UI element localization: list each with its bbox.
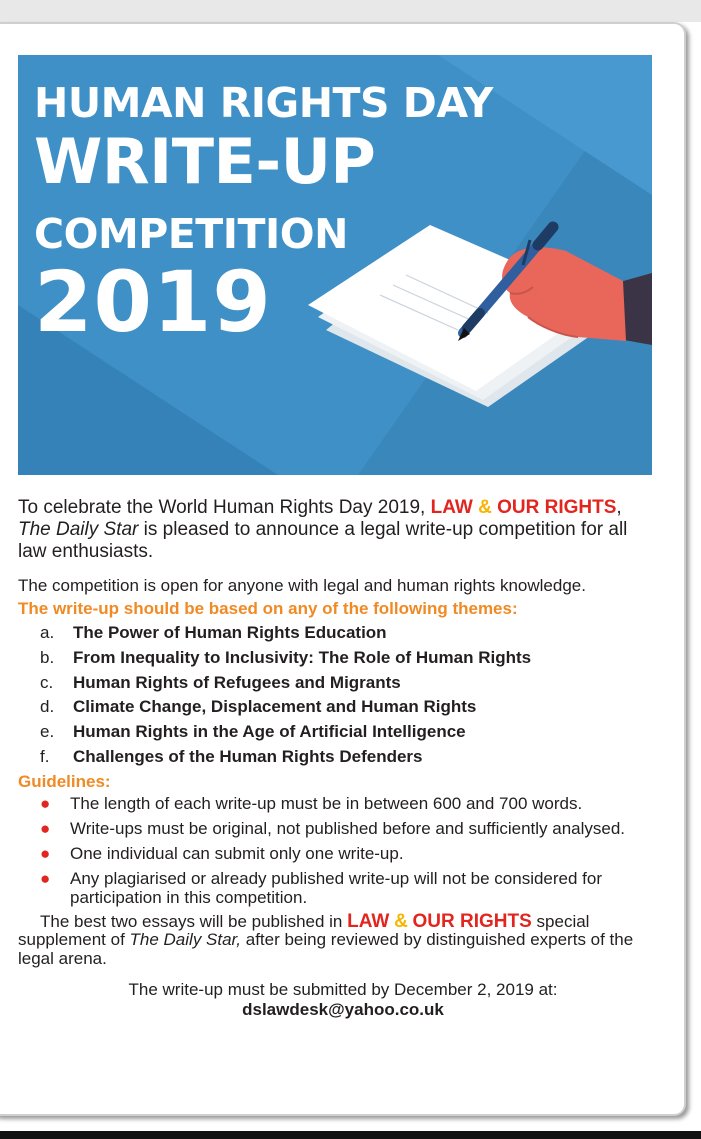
brand-our-rights: OUR RIGHTS <box>412 910 532 932</box>
brand-amp: & <box>478 497 492 518</box>
theme-letter: b. <box>40 647 55 667</box>
intro-paragraph <box>18 497 658 563</box>
intro-pre: To celebrate the World Human Rights Day 2019, <box>18 497 431 518</box>
bottom-border <box>0 1131 701 1139</box>
guideline-item <box>40 844 658 863</box>
submission-email: dslawdesk@yahoo.co.uk <box>242 1000 444 1020</box>
top-band <box>0 0 701 22</box>
deadline-text <box>18 980 658 1020</box>
guideline-item <box>40 819 658 838</box>
paper-name: The Daily Star <box>18 519 139 540</box>
banner-title-line3: COMPETITION <box>34 210 348 258</box>
bullet-icon: ● <box>40 868 51 888</box>
brand-amp: & <box>394 910 408 932</box>
intro-comma: , <box>616 497 622 518</box>
theme-text: The Power of Human Rights Education <box>73 623 387 642</box>
announcement-body <box>18 497 658 1020</box>
closing-mid: special supplement of <box>18 911 590 950</box>
guidelines-list <box>18 794 658 907</box>
themes-heading: The write-up should be based on any of the following themes: <box>18 599 518 618</box>
closing-pre: The best two essays will be published in <box>40 911 348 931</box>
theme-item <box>40 621 658 646</box>
banner <box>18 55 652 475</box>
theme-letter: a. <box>40 623 55 642</box>
theme-text: Human Rights of Refugees and Migrants <box>73 672 401 692</box>
themes-list <box>18 621 658 770</box>
bullet-icon: ● <box>40 793 51 813</box>
brand-our-rights: OUR RIGHTS <box>497 497 617 518</box>
guideline-text: Write-ups must be original, not published before and sufficiently analysed. <box>70 818 626 838</box>
theme-item <box>40 720 658 745</box>
theme-text: Challenges of the Human Rights Defenders <box>73 746 423 766</box>
paper-name: The Daily Star, <box>129 930 242 950</box>
closing-paragraph <box>18 910 658 969</box>
closing-post: after being reviewed by distinguished experts of the legal arena. <box>18 930 634 968</box>
theme-item <box>40 695 658 720</box>
guideline-text: Any plagiarised or already published write-up will not be considered for participation in this competition. <box>70 868 603 907</box>
theme-item <box>40 745 658 770</box>
guideline-text: One individual can submit only one write-up. <box>70 843 404 863</box>
theme-item <box>40 646 658 671</box>
eligibility-text: The competition is open for anyone with legal and human rights knowledge. <box>18 576 586 595</box>
bullet-icon: ● <box>40 843 51 863</box>
guideline-text: The length of each write-up must be in between 600 and 700 words. <box>70 793 583 813</box>
intro-post: is pleased to announce a legal write-up competition for all law enthusiasts. <box>18 519 628 562</box>
theme-text: From Inequality to Inclusivity: The Role of Human Rights <box>73 647 532 667</box>
theme-text: Climate Change, Displacement and Human Rights <box>73 697 477 717</box>
theme-letter: e. <box>40 722 55 742</box>
theme-letter: c. <box>40 672 54 692</box>
guideline-item <box>40 794 658 813</box>
theme-letter: f. <box>40 746 50 766</box>
deadline-line: The write-up must be submitted by December 2, 2019 at: <box>128 980 558 1000</box>
guidelines-heading: Guidelines: <box>18 771 111 791</box>
brand-law: LAW <box>347 910 390 932</box>
theme-letter: d. <box>40 697 55 717</box>
bullet-icon: ● <box>40 818 51 838</box>
banner-title-line2: WRITE-UP <box>34 125 376 198</box>
theme-item <box>40 671 658 696</box>
banner-year: 2019 <box>34 253 272 351</box>
brand-law: LAW <box>430 497 473 518</box>
banner-title-line1: HUMAN RIGHTS DAY <box>34 79 493 127</box>
guideline-item <box>40 869 658 907</box>
theme-text: Human Rights in the Age of Artificial Intelligence <box>73 722 466 742</box>
